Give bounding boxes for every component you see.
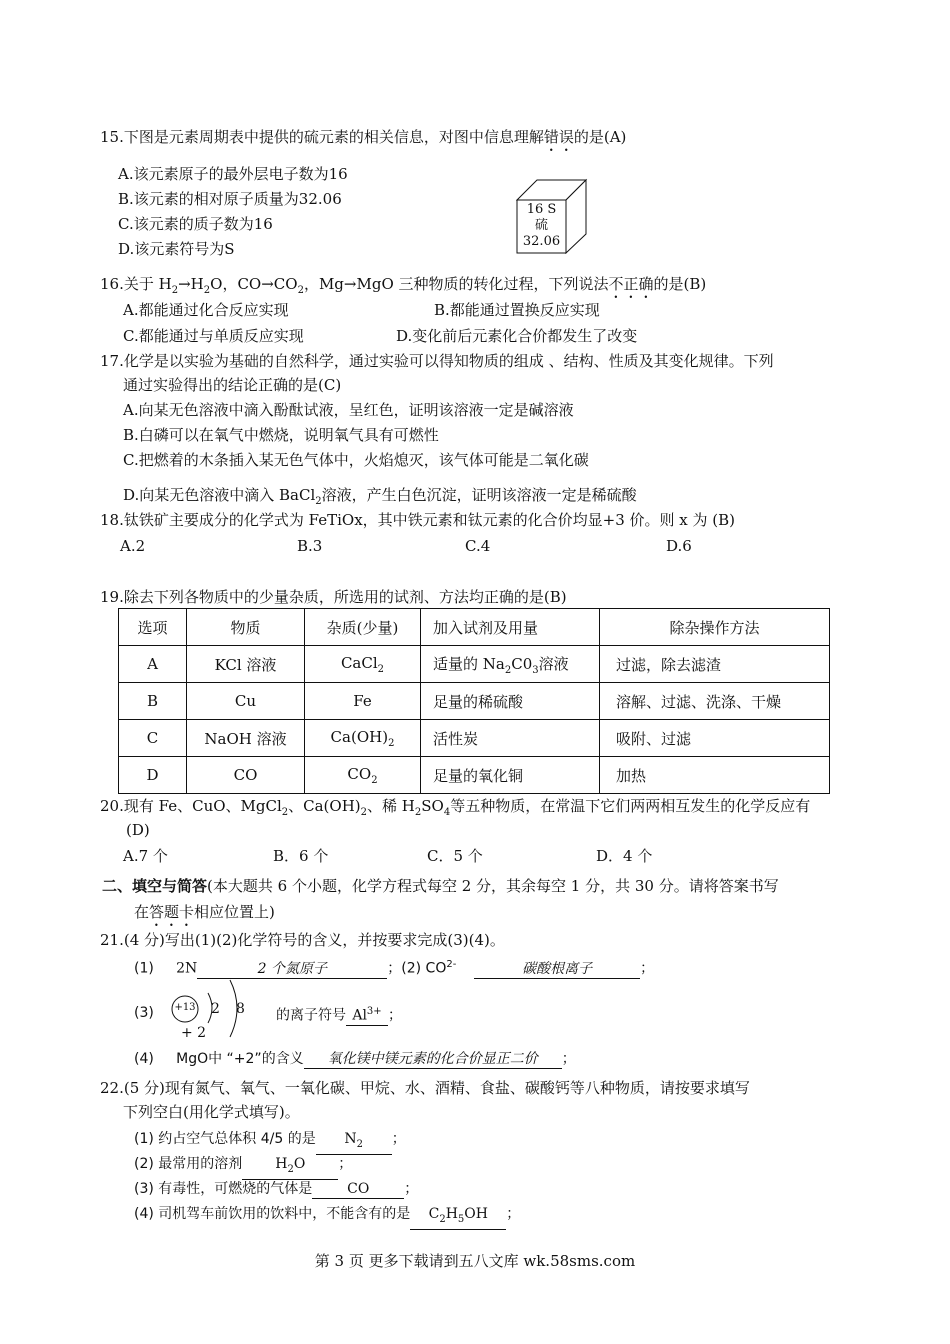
q17-option-a: A.向某无色溶液中滴入酚酞试液，呈红色，证明该溶液一定是碱溶液 — [123, 401, 574, 419]
q22-item-2: (2) 最常用的溶剂 $H_2O$ ； — [134, 1154, 352, 1180]
cube-element-name: 硫 — [534, 218, 548, 233]
section-two-heading: 二、填空与简答(本大题共 6 个小题，化学方程式每空 2 分，其余每空 1 分，共 30 分。请将答案书写 — [102, 877, 779, 895]
row-option: D — [119, 757, 187, 794]
row-reagent: 足量的稀硫酸 — [421, 683, 600, 720]
q20-option-b: B．6 个 — [273, 847, 329, 865]
table-row — [119, 683, 830, 720]
cube-number-symbol: 16 S — [526, 202, 557, 217]
answer-nitrogen: $N_2$ — [316, 1130, 392, 1155]
q22-item-1: (1) 约占空气总体积 4/5 的是 $N_2$ ； — [134, 1129, 406, 1155]
q18-option-b: B.3 — [297, 537, 323, 555]
answer-water: $H_2O$ — [242, 1155, 338, 1180]
q16-option-d: D.变化前后元素化合价都发生了改变 — [396, 327, 638, 345]
sulfur-element-cube — [516, 178, 588, 254]
table-row — [119, 646, 830, 683]
row-method: 加热 — [600, 757, 830, 794]
q22-stem-line1: 22.(5 分)现有氮气、氧气、一氧化碳、甲烷、水、酒精、食盐、碳酸钙等八种物质，请按要求填写 — [100, 1079, 750, 1097]
q22-item-3: (3) 有毒性，可燃烧的气体是 CO ； — [134, 1181, 419, 1197]
row-method: 溶解、过滤、洗涤、干燥 — [600, 683, 830, 720]
row-impurity: Fe — [305, 683, 421, 720]
q20-stem-line2: (D) — [126, 821, 150, 839]
row-substance: NaOH 溶液 — [187, 720, 305, 757]
row-impurity: $CO_2$ — [305, 757, 421, 794]
q18-option-a: A.2 — [120, 537, 146, 555]
q21-line4: (4) MgO中 “+2”的含义 氧化镁中镁元素的化合价显正二价 ； — [134, 1051, 576, 1067]
answer-2-carbonate: 碳酸根离子 — [474, 960, 640, 979]
q21-line3-text: 的离子符号 $Al^{3+}$ ； — [276, 1003, 402, 1026]
q17-option-d: D.向某无色溶液中滴入 BaCl$_2$溶液，产生白色沉淀，证明该溶液一定是稀硫酸 — [123, 486, 637, 507]
q16-option-a: A.都能通过化合反应实现 — [123, 301, 289, 319]
nucleus-charge: +13 — [174, 1002, 196, 1013]
q16-option-b: B.都能通过置换反应实现 — [434, 301, 600, 319]
header-method: 除杂操作方法 — [600, 609, 830, 646]
q15-option-d: D.该元素符号为S — [118, 240, 235, 258]
q18-stem: 18.钛铁矿主要成分的化学式为 FeTiOx，其中铁元素和钛元素的化合价均显+3 价。则 x 为 (B) — [100, 511, 736, 529]
shell-one-electrons: 2 — [211, 1001, 220, 1017]
q15-stem: 15.下图是元素周期表中提供的硫元素的相关信息，对图中信息理解错误的是(A) — [100, 128, 627, 146]
q17-stem-line2: 通过实验得出的结论正确的是(C) — [123, 376, 342, 394]
q21-line3-num: (3) — [134, 1005, 154, 1021]
row-substance: CO — [187, 757, 305, 794]
row-impurity: $Ca(OH)_2$ — [305, 720, 421, 757]
row-method: 过滤，除去滤渣 — [600, 646, 830, 683]
row-method: 吸附、过滤 — [600, 720, 830, 757]
answer-3-aluminum-ion: $Al^{3+}$ — [346, 1003, 388, 1026]
table-row — [119, 720, 830, 757]
shell-two-electrons: 8 — [236, 1001, 245, 1017]
table-row — [119, 757, 830, 794]
answer-1-nitrogen: 2 个氮原子 — [197, 960, 387, 979]
row-option: A — [119, 646, 187, 683]
q18-option-d: D.6 — [666, 537, 692, 555]
q20-stem: 20.现有 Fe、CuO、MgCl$_2$、$Ca(OH)_2$、稀 $H_2SO_4$等五种物质，在常温下它们两两相互发生的化学反应有 — [100, 797, 811, 818]
row-substance: KCl 溶液 — [187, 646, 305, 683]
extra-charge-mark: + 2 — [181, 1025, 207, 1041]
q15-option-b: B.该元素的相对原子质量为32.06 — [118, 190, 342, 208]
table-header-row — [119, 609, 830, 646]
row-option: C — [119, 720, 187, 757]
q18-option-c: C.4 — [465, 537, 491, 555]
row-impurity: CaCl$_2$ — [305, 646, 421, 683]
row-reagent: 足量的氧化铜 — [421, 757, 600, 794]
header-option: 选项 — [119, 609, 187, 646]
q20-option-d: D．4 个 — [596, 847, 653, 865]
q15-option-a: A.该元素原子的最外层电子数为16 — [118, 165, 348, 183]
header-substance: 物质 — [187, 609, 305, 646]
row-option: B — [119, 683, 187, 720]
cube-atomic-mass: 32.06 — [522, 234, 561, 249]
q15-option-c: C.该元素的质子数为16 — [118, 215, 273, 233]
row-substance: Cu — [187, 683, 305, 720]
q19-stem: 19.除去下列各物质中的少量杂质，所选用的试剂、方法均正确的是(B) — [100, 588, 567, 606]
q22-item-4: (4) 司机驾车前饮用的饮料中，不能含有的是 $C_2H_5OH$ ； — [134, 1204, 520, 1230]
q20-option-c: C．5 个 — [427, 847, 483, 865]
q21-stem: 21.(4 分)写出(1)(2)化学符号的含义，并按要求完成(3)(4)。 — [100, 931, 505, 949]
answer-carbon-monoxide: CO — [312, 1180, 404, 1199]
atom-structure-diagram — [166, 975, 256, 1047]
q20-option-a: A.7 个 — [123, 847, 168, 865]
impurity-removal-table — [118, 608, 830, 794]
section-two-note: 在答题卡相应位置上) — [134, 903, 275, 921]
q16-stem: 16.关于 $H_2\to H_2O$，$CO\to CO_2$，Mg→MgO 三种物质的转化过程，下列说法不正确的是(B) — [100, 275, 707, 296]
q22-stem-line2: 下列空白(用化学式填写)。 — [123, 1103, 300, 1121]
answer-ethanol: $C_2H_5OH$ — [410, 1205, 506, 1230]
q17-stem-line1: 17.化学是以实验为基础的自然科学，通过实验可以得知物质的组成 、结构、性质及其变化规律。下列 — [100, 352, 774, 370]
q17-option-b: B.白磷可以在氧气中燃烧，说明氧气具有可燃性 — [123, 426, 439, 444]
q21-line1: (1) 2N 2 个氮原子 ；(2) $CO^{2-}$ 碳酸根离子 ； — [134, 959, 655, 977]
answer-4-valence: 氧化镁中镁元素的化合价显正二价 — [304, 1050, 562, 1069]
page-footer: 第 3 页 更多下载请到五八文库 wk.58sms.com — [314, 1252, 636, 1270]
row-reagent: 活性炭 — [421, 720, 600, 757]
header-impurity: 杂质(少量) — [305, 609, 421, 646]
q16-option-c: C.都能通过与单质反应实现 — [123, 327, 304, 345]
q17-option-c: C.把燃着的木条插入某无色气体中，火焰熄灭，该气体可能是二氧化碳 — [123, 451, 589, 469]
header-reagent: 加入试剂及用量 — [421, 609, 600, 646]
row-reagent: 适量的 $Na_2C0_3$溶液 — [421, 646, 600, 683]
